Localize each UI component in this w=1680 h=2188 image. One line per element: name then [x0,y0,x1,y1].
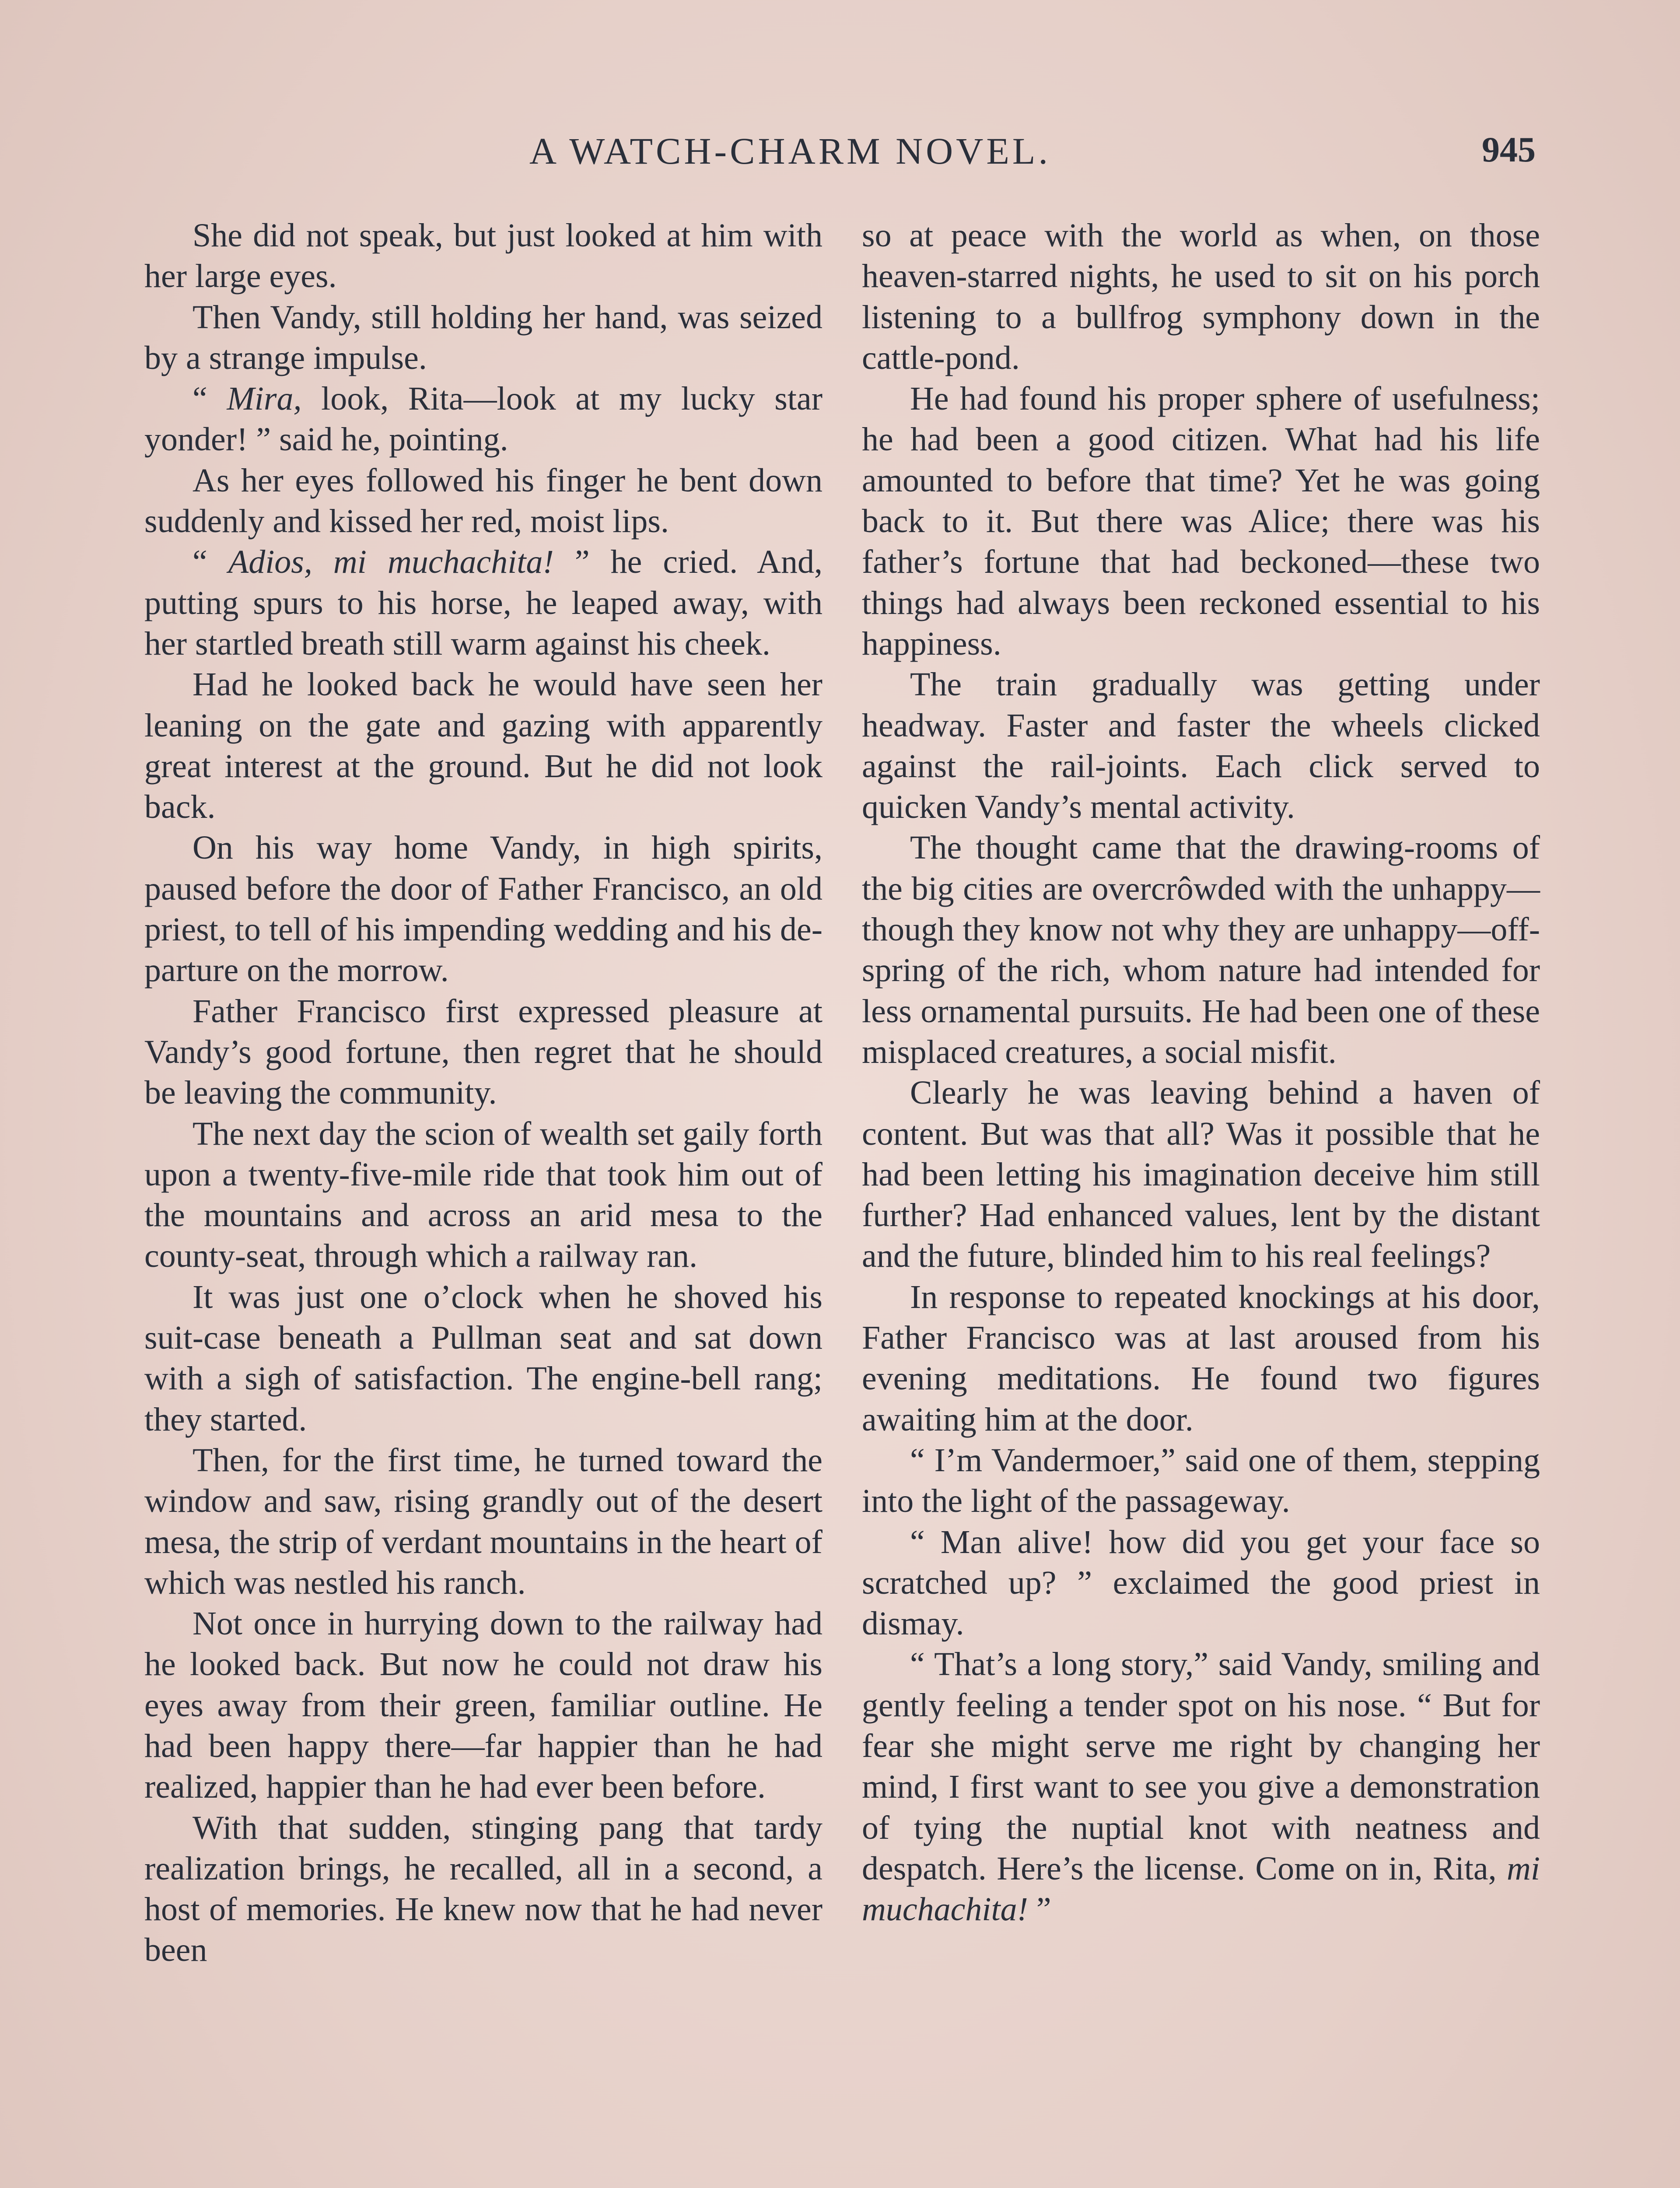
text-run: Had he looked back he would have seen her leaning on the gate and gazing with apparently great interest at the ground. But he did not look back. [144,666,822,826]
paragraph [144,991,822,1114]
text-run: Father Francisco first expressed pleasure at Vandy’s good fortune, then regret that he should be leaving the community. [144,992,822,1112]
paragraph [862,1522,1540,1645]
text-run: The next day the scion of wealth set gaily forth upon a twenty-five-mile ride that took him out of the mountains and across an arid mesa to the county-seat, through which a railway ran. [144,1115,822,1275]
page-header [0,129,1680,186]
text-run: “ I’m Vandermoer,” said one of them, stepping into the light of the passageway. [862,1441,1540,1520]
paragraph [144,828,822,991]
text-run: “ [192,543,228,581]
text-run: “ [192,380,227,417]
page-number: 945 [1482,130,1536,169]
text-column-left [144,215,822,1971]
paragraph [862,828,1540,1073]
paragraph [144,460,822,542]
text-run: He had found his proper sphere of usefulness; he had been a good citizen. What had his life amounted to before that time? Yet he was going back to it. But there was Alice; there was his father’s fortune that had beckoned—these two things had always been reckoned essential to his happiness. [862,380,1540,662]
text-run: Clearly he was leaving behind a haven of content. But was that all? Was it possible that he had been letting his imagination deceive him still further? Had enhanced values, lent by the distant and the future, blinded him to his real feelings? [862,1074,1540,1275]
text-run: ” [1028,1891,1051,1928]
text-run: With that sudden, stinging pang that tardy realization brings, he recalled, all in a second, a host of memories. He knew now that he had never been [144,1809,822,1969]
paragraph [144,1277,822,1440]
paragraph [144,1440,822,1603]
paragraph [144,1808,822,1971]
text-run: She did not speak, but just looked at him with her large eyes. [144,217,822,295]
text-run: so at peace with the world as when, on those heaven-starred nights, he used to sit on his porch listening to a bullfrog symphony down in the cattle-pond. [862,217,1540,376]
text-run: It was just one o’clock when he shoved his suit-case beneath a Pullman seat and sat down with a sigh of satisfaction. The engine-bell rang; they started. [144,1278,822,1438]
italic-text: Adios, mi muchachita! [228,543,554,581]
paragraph [144,297,822,379]
text-run: On his way home Vandy, in high spirits, paused before the door of Father Francisco, an old priest, to tell of his impending wedding and his departure on the morrow. [144,829,822,989]
paragraph [144,542,822,664]
paragraph [862,379,1540,664]
text-run: ” he cried. And, putting spurs to his horse, he leaped away, with her startled breath still warm against his cheek. [144,543,822,662]
paragraph [144,1603,822,1807]
text-run: “ That’s a long story,” said Vandy, smiling and gently feeling a tender spot on his nose. “ But for fear she might serve me right by changing her mind, I first want to see you give a demonstration of tying the nuptial knot with neatness and despatch. Here’s the license. Come on in, Rita, [862,1646,1540,1887]
paragraph [862,215,1540,379]
paragraph [862,1440,1540,1522]
text-run: The train gradually was getting under headway. Faster and faster the wheels clicked against the rail-joints. Each click served to quicken Vandy’s mental activity. [862,666,1540,826]
paragraph [862,1644,1540,1930]
text-run: “ Man alive! how did you get your face so scratched up? ” exclaimed the good priest in dismay. [862,1523,1540,1642]
paragraph [144,379,822,460]
paragraph [144,664,822,828]
italic-text: mi muchachita! [862,1850,1540,1928]
text-column-right [862,215,1540,1930]
paragraph [144,1114,822,1277]
italic-text: Mira, [227,380,302,417]
paragraph [862,1073,1540,1276]
text-run: Not once in hurrying down to the railway had he looked back. But now he could not draw his eyes away from their green, familiar outline. He had been happy there—far happier than he had realized, happier than he had ever been before. [144,1605,822,1806]
text-run: The thought came that the drawing-rooms of the big cities are overcrôwded with the unhappy—though they know not why they are unhappy—offspring of the rich, whom nature had intended for less ornamental pursuits. He had been one of these misplaced creatures, a social misfit. [862,829,1540,1070]
paragraph [144,215,822,297]
text-run: Then, for the first time, he turned toward the window and saw, rising grandly out of the desert mesa, the strip of verdant mountains in the heart of which was nestled his ranch. [144,1441,822,1601]
text-run: In response to repeated knockings at his door, Father Francisco was at last aroused from his evening meditations. He found two figures awaiting him at the door. [862,1278,1540,1438]
paragraph [862,664,1540,828]
text-run: Then Vandy, still holding her hand, was seized by a strange impulse. [144,298,822,376]
running-title: A WATCH-CHARM NOVEL. [529,130,1051,172]
text-run: look, Rita—look at my lucky star yonder! ” said he, pointing. [144,380,823,458]
paragraph [862,1277,1540,1440]
text-run: As her eyes followed his finger he bent down suddenly and kissed her red, moist lips. [144,462,822,540]
